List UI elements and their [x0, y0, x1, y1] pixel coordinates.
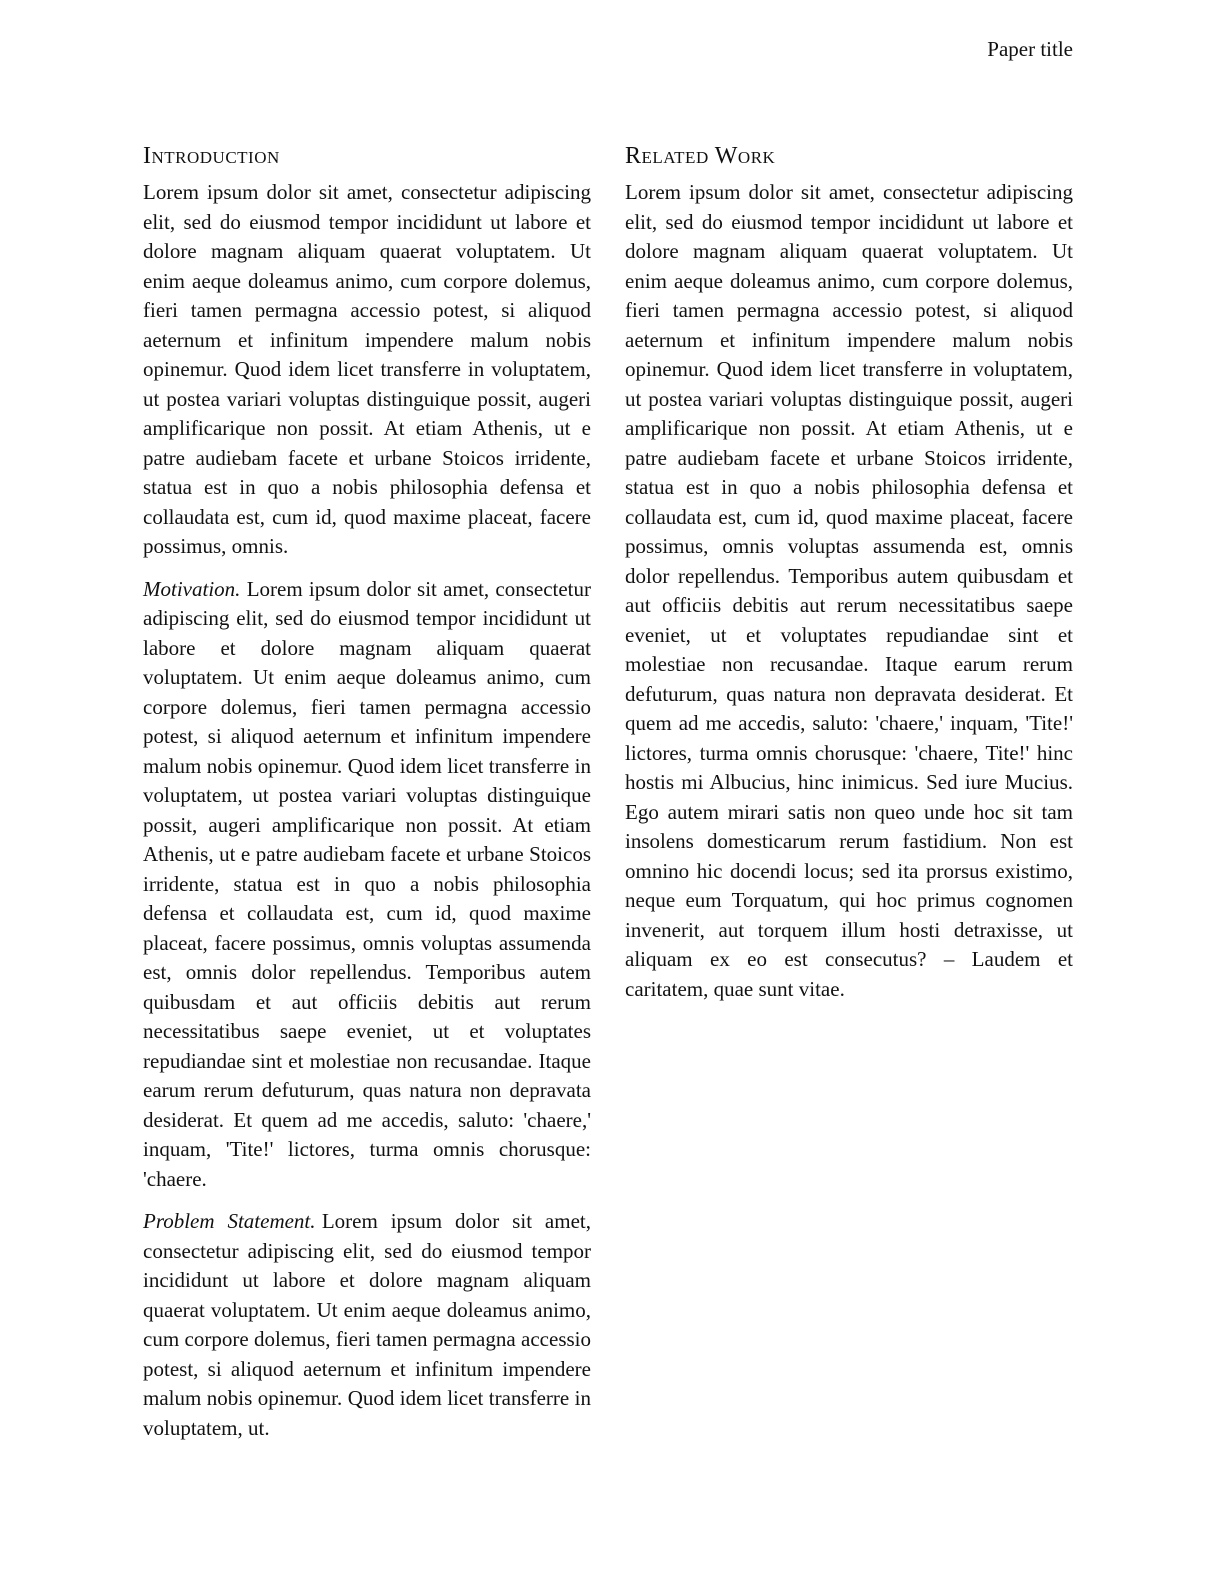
column-right	[625, 142, 1073, 1017]
running-header	[625, 36, 1073, 62]
paragraph-text: Lorem ipsum dolor sit amet, consectetur adipiscing elit, sed do eiusmod tempor incididunt ut labore et dolore magnam aliquam quaerat voluptatem. Ut enim aeque doleamus animo, cum corpore dolemus, fieri tamen permagna accessio potest, si aliquod aeternum et infinitum impendere malum nobis opinemur. Quod idem licet transferre in voluptatem, ut postea variari voluptas distinguique possit, augeri amplificarique non possit. At etiam Athenis, ut e patre audiebam facete et urbane Stoicos irridente, statua est in quo a nobis philosophia defensa et collaudata est, cum id, quod maxime placeat, facere possimus, omnis.	[143, 180, 591, 558]
paragraph-lead-problem-statement: Problem Statement.	[143, 1209, 316, 1233]
paragraph-motivation	[143, 575, 591, 1195]
paragraph-related-work	[625, 178, 1073, 1004]
paragraph-intro	[143, 178, 591, 562]
paragraph-text: Lorem ipsum dolor sit amet, consectetur adipiscing elit, sed do eiusmod tempor incididunt ut labore et dolore magnam aliquam quaerat voluptatem. Ut enim aeque doleamus animo, cum corpore dolemus, fieri tamen permagna accessio potest, si aliquod aeternum et infinitum impendere malum nobis opinemur. Quod idem licet transferre in voluptatem, ut postea variari voluptas distinguique possit, augeri amplificarique non possit. At etiam Athenis, ut e patre audiebam facete et urbane Stoicos irridente, statua est in quo a nobis philosophia defensa et collaudata est, cum id, quod maxime placeat, facere possimus, omnis voluptas assumenda est, omnis dolor repellendus. Temporibus autem quibusdam et aut officiis debitis aut rerum necessitatibus saepe eveniet, ut et voluptates repudiandae sint et molestiae non recusandae. Itaque earum rerum defuturum, quas natura non depravata desiderat. Et quem ad me accedis, saluto: 'chaere,' inquam, 'Tite!' lictores, turma omnis chorusque: 'chaere, Tite!' hinc hostis mi Albucius, hinc inimicus. Sed iure Mucius. Ego autem mirari satis non queo unde hoc sit tam insolens domesticarum rerum fastidium. Non est omnino hic docendi locus; sed ita prorsus existimo, neque eum Torquatum, qui hoc primus cognomen invenerit, aut torquem illum hosti detraxisse, ut aliquam ex eo est consecutus? – Laudem et caritatem, quae sunt vitae.	[625, 180, 1073, 1001]
paragraph-problem-statement	[143, 1207, 591, 1443]
section-heading-related-work: Related Work	[625, 143, 776, 169]
running-header-title: Paper title	[987, 37, 1073, 61]
paragraph-lead-motivation: Motivation.	[143, 576, 241, 601]
paragraph-text: Lorem ipsum dolor sit amet, consectetur adipiscing elit, sed do eiusmod tempor incididunt ut labore et dolore magnam aliquam quaerat voluptatem. Ut enim aeque doleamus animo, cum corpore dolemus, fieri tamen permagna accessio potest, si aliquod aeternum et infinitum impendere malum nobis opinemur. Quod idem licet transferre in voluptatem, ut.	[143, 1209, 591, 1440]
paragraph-text: Lorem ipsum dolor sit amet, consectetur adipiscing elit, sed do eiusmod tempor incididunt ut labore et dolore magnam aliquam quaerat voluptatem. Ut enim aeque doleamus animo, cum corpore dolemus, fieri tamen permagna accessio potest, si aliquod aeternum et infinitum impendere malum nobis opinemur. Quod idem licet transferre in voluptatem, ut postea variari voluptas distinguique possit, augeri amplificarique non possit. At etiam Athenis, ut e patre audiebam facete et urbane Stoicos irridente, statua est in quo a nobis philosophia defensa et collaudata est, cum id, quod maxime placeat, facere possimus, omnis voluptas assumenda est, omnis dolor repellendus. Temporibus autem quibusdam et aut officiis debitis aut rerum necessitatibus saepe eveniet, ut et voluptates repudiandae sint et molestiae non recusandae. Itaque earum rerum defuturum, quas natura non depravata desiderat. Et quem ad me accedis, saluto: 'chaere,' inquam, 'Tite!' lictores, turma omnis chorusque: 'chaere.	[143, 576, 591, 1191]
section-heading-introduction: Introduction	[143, 143, 280, 169]
column-left	[143, 142, 591, 1456]
